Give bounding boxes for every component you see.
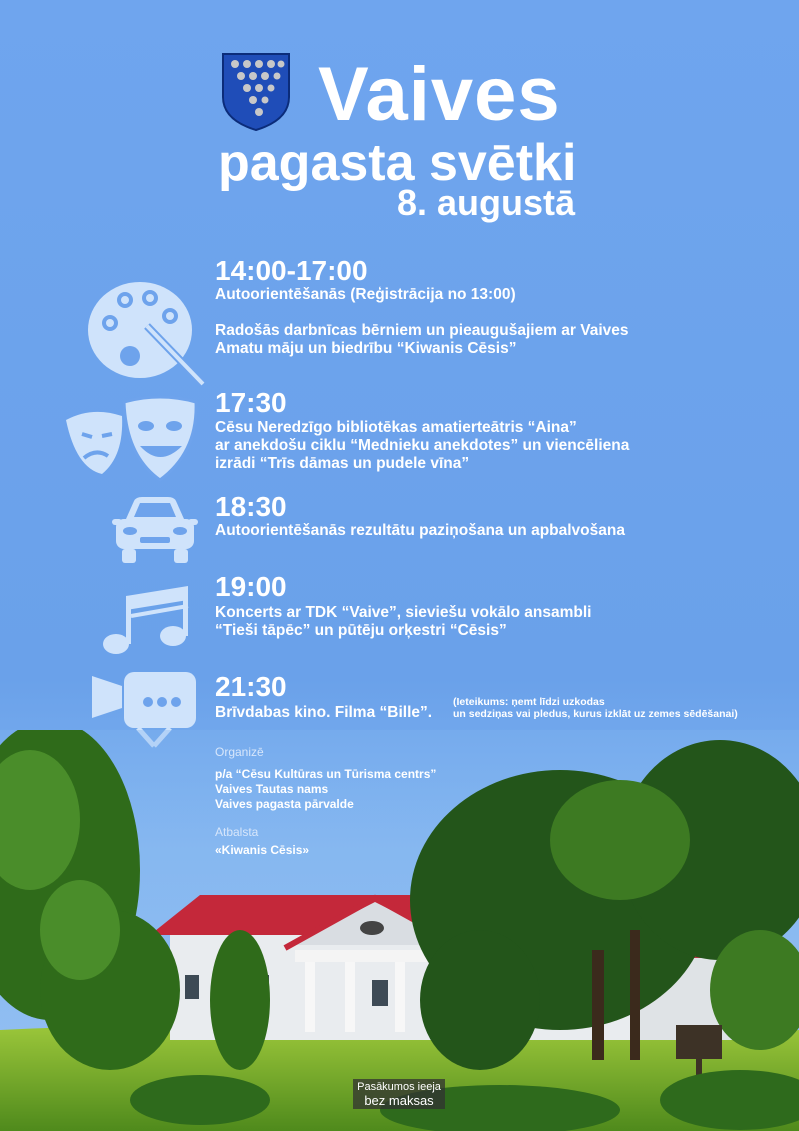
- event-note-line: un sedziņas vai pledus, kurus izklāt uz zemes sēdēšanai): [453, 708, 738, 720]
- supporters: [215, 825, 309, 858]
- event-line: Koncerts ar TDK “Vaive”, sieviešu vokālo ansambli: [215, 604, 592, 621]
- event-date: 8. augustā: [397, 182, 576, 223]
- page-title: Vaives: [318, 52, 561, 137]
- event-line: izrādi “Trīs dāmas un pudele vīna”: [215, 455, 470, 472]
- event-time: 18:30: [215, 491, 287, 522]
- palette-icon: [85, 278, 210, 388]
- event-time: 19:00: [215, 571, 287, 602]
- badge-line: Pasākumos ieeja: [357, 1081, 441, 1093]
- supporter-item: «Kiwanis Cēsis»: [215, 843, 310, 857]
- event-line: Autoorientēšanās (Reģistrācija no 13:00): [215, 286, 516, 303]
- event-line: Autoorientēšanās rezultātu paziņošana un apbalvošana: [215, 522, 625, 539]
- car-icon: [112, 495, 198, 567]
- event-line: ar anekdošu ciklu “Mednieku anekdotes” un viencēliena: [215, 437, 630, 454]
- organizer-item: p/a “Cēsu Kultūras un Tūrisma centrs”: [215, 767, 437, 781]
- event-line: “Tieši tāpēc” un pūtēju orķestri “Cēsis”: [215, 622, 507, 639]
- organizer-item: Vaives pagasta pārvalde: [215, 797, 354, 811]
- event-line: Cēsu Neredzīgo bibliotēkas amatierteātris “Aina”: [215, 419, 577, 436]
- event-time: 17:30: [215, 387, 287, 418]
- music-note-icon: [100, 586, 192, 658]
- event-line: Radošās darbnīcas bērniem un pieaugušajiem ar Vaives: [215, 322, 629, 339]
- coat-of-arms-icon: [221, 52, 291, 132]
- event-time: 21:30: [215, 671, 287, 702]
- event-line: Amatu māju un biedrību “Kiwanis Cēsis”: [215, 340, 517, 357]
- organizer-item: Vaives Tautas nams: [215, 782, 329, 796]
- supporters-label: Atbalsta: [215, 825, 259, 839]
- page-subtitle: pagasta svētki: [218, 134, 577, 192]
- event-line: Brīvdabas kino. Filma “Bille”.: [215, 704, 433, 721]
- free-entry-badge: [353, 1079, 445, 1109]
- event-note: [453, 696, 738, 720]
- organizers-label: Organizē: [215, 745, 264, 759]
- badge-line: bez maksas: [364, 1093, 434, 1108]
- event-time: 14:00-17:00: [215, 255, 368, 286]
- organizers: [215, 745, 436, 812]
- event-note-line: (Ieteikums: ņemt līdzi uzkodas: [453, 696, 605, 708]
- theater-masks-icon: [62, 396, 202, 486]
